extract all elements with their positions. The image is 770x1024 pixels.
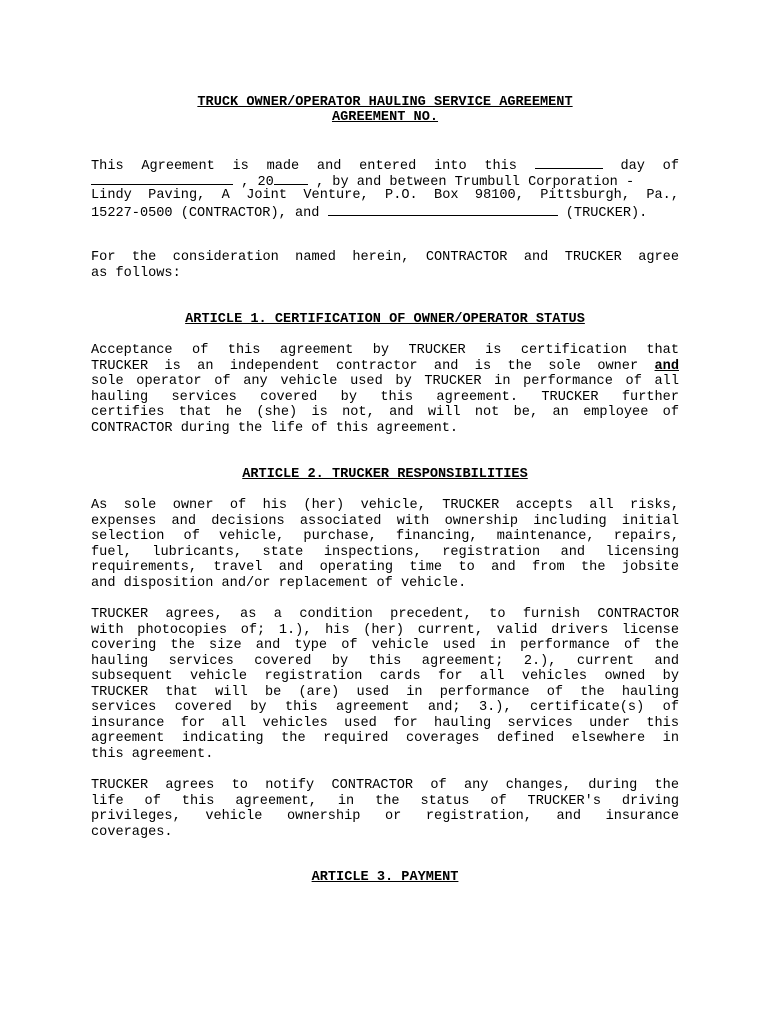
article-2-line: expenses and decisions associated with ownership including initial	[91, 513, 679, 529]
article-2-line: agreement indicating the required coverages defined elsewhere in	[91, 731, 679, 746]
year-blank	[274, 173, 308, 185]
article-2-line: As sole owner of his (her) vehicle, TRUCKER accepts all risks,	[91, 498, 679, 513]
consideration-paragraph	[91, 250, 679, 281]
agreement-number-label: AGREEMENT NO.	[331, 110, 439, 125]
intro-line-2: , 20 , by and between Trumbull Corporation -	[91, 173, 679, 189]
article-2-line: covering the size and type of vehicle used in performance of the	[91, 638, 679, 653]
article-1-line: sole operator of any vehicle used by TRUCKER in performance of all	[91, 374, 679, 389]
article-2-paragraph-3	[91, 778, 679, 840]
article-2-line: life of this agreement, in the status of TRUCKER's driving	[91, 793, 679, 809]
article-2-line: services covered by this agreement and; 3.), certificate(s) of	[91, 700, 679, 715]
article-1-body	[91, 343, 679, 436]
day-blank	[535, 157, 603, 169]
month-blank	[91, 173, 233, 185]
article-2-line: insurance for all vehicles used for hauling services under this	[91, 715, 679, 731]
article-2-line: privileges, vehicle ownership or registration, and insurance	[91, 809, 679, 824]
article-1-line: TRUCKER is an independent contractor and is the sole owner and	[91, 358, 679, 374]
consideration-line-2: as follows:	[91, 265, 181, 281]
intro-line-1: This Agreement is made and entered into this day of	[91, 159, 679, 174]
consideration-line-1: For the consideration named herein, CONTRACTOR and TRUCKER agree	[91, 250, 679, 265]
article-1-line: CONTRACTOR during the life of this agreement.	[91, 420, 459, 436]
article-1-line: certifies that he (she) is not, and will not be, an employee of	[91, 405, 679, 420]
emphasis-and: and	[654, 358, 679, 374]
intro-line-4: 15227-0500 (CONTRACTOR), and (TRUCKER).	[91, 205, 648, 221]
article-2-paragraph-2	[91, 607, 679, 762]
article-3-heading: ARTICLE 3. PAYMENT	[311, 870, 459, 885]
article-1-line: hauling services covered by this agreement. TRUCKER further	[91, 389, 679, 405]
article-2-line: with photocopies of; 1.), his (her) current, valid drivers license	[91, 622, 679, 638]
article-2-line: and disposition and/or replacement of vehicle.	[91, 575, 467, 591]
article-2-line: coverages.	[91, 824, 173, 840]
trucker-name-blank	[328, 204, 558, 216]
article-1-heading: ARTICLE 1. CERTIFICATION OF OWNER/OPERATOR STATUS	[185, 312, 585, 327]
document-title: TRUCK OWNER/OPERATOR HAULING SERVICE AGREEMENT	[197, 95, 573, 110]
article-2-line: this agreement.	[91, 746, 214, 762]
article-1-line: Acceptance of this agreement by TRUCKER is certification that	[91, 343, 679, 358]
article-2-heading: ARTICLE 2. TRUCKER RESPONSIBILITIES	[242, 467, 528, 482]
article-2-line: selection of vehicle, purchase, financing, maintenance, repairs,	[91, 529, 679, 544]
article-2-line: TRUCKER that will be (are) used in performance of the hauling	[91, 684, 679, 700]
article-2-line: subsequent vehicle registration cards for all vehicles owned by	[91, 669, 679, 684]
article-2-line: TRUCKER agrees, as a condition precedent, to furnish CONTRACTOR	[91, 607, 679, 622]
intro-paragraph	[91, 157, 679, 219]
article-2-line: hauling services covered by this agreement; 2.), current and	[91, 653, 679, 669]
article-2-line: requirements, travel and operating time to and from the jobsite	[91, 560, 679, 575]
intro-line-3: Lindy Paving, A Joint Venture, P.O. Box 98100, Pittsburgh, Pa.,	[91, 188, 679, 203]
article-2-line: fuel, lubricants, state inspections, registration and licensing	[91, 544, 679, 560]
article-2-line: TRUCKER agrees to notify CONTRACTOR of any changes, during the	[91, 778, 679, 793]
article-2-paragraph-1	[91, 498, 679, 591]
